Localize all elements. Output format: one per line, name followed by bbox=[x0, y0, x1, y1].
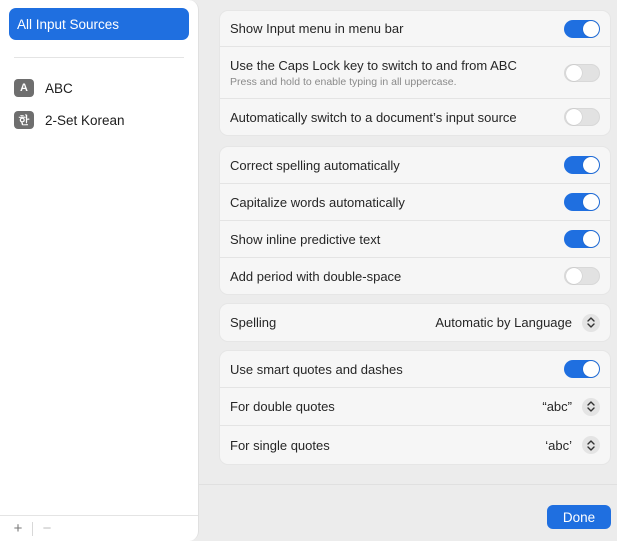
single-quotes-popup[interactable] bbox=[545, 436, 600, 454]
capitalize-label: Capitalize words automatically bbox=[230, 194, 405, 210]
done-button[interactable]: Done bbox=[547, 505, 611, 529]
correct-spelling-label: Correct spelling automatically bbox=[230, 157, 400, 173]
caps-lock-label: Use the Caps Lock key to switch to and from ABC bbox=[230, 57, 517, 73]
toggle-knob bbox=[566, 65, 582, 81]
add-source-button[interactable]: + bbox=[13, 520, 23, 537]
spelling-label: Spelling bbox=[230, 315, 277, 330]
typing-section bbox=[219, 146, 611, 295]
correct-spelling-row bbox=[220, 147, 610, 184]
sidebar-item-label: ABC bbox=[45, 80, 73, 96]
sidebar-divider bbox=[14, 57, 184, 58]
show-input-menu-row bbox=[220, 11, 610, 47]
single-quotes-label: For single quotes bbox=[230, 437, 330, 453]
double-quotes-popup[interactable] bbox=[542, 398, 600, 416]
toggle-knob bbox=[566, 109, 582, 125]
input-sources-sidebar bbox=[0, 0, 199, 541]
smart-quotes-row bbox=[220, 351, 610, 388]
sidebar-item-label: All Input Sources bbox=[17, 16, 120, 32]
auto-switch-row bbox=[220, 99, 610, 135]
toggle-knob bbox=[583, 194, 599, 210]
double-quotes-label: For double quotes bbox=[230, 399, 335, 414]
remove-source-button[interactable]: − bbox=[42, 520, 52, 537]
sidebar-item-all-input-sources[interactable] bbox=[9, 8, 189, 40]
smart-quotes-section bbox=[219, 350, 611, 465]
double-space-period-row bbox=[220, 258, 610, 294]
single-quotes-row bbox=[220, 426, 610, 464]
sidebar-item-abc[interactable] bbox=[14, 77, 73, 99]
toggle-knob bbox=[583, 21, 599, 37]
double-quotes-value: “abc” bbox=[542, 399, 572, 414]
toggle-knob bbox=[566, 268, 582, 284]
up-down-chevron-icon bbox=[582, 436, 600, 454]
double-space-period-toggle[interactable] bbox=[564, 267, 600, 285]
capitalize-row bbox=[220, 184, 610, 221]
toggle-knob bbox=[583, 231, 599, 247]
predictive-text-row bbox=[220, 221, 610, 258]
footer-divider bbox=[32, 522, 33, 536]
smart-quotes-toggle[interactable] bbox=[564, 360, 600, 378]
caps-lock-toggle[interactable] bbox=[564, 64, 600, 82]
spelling-row bbox=[220, 304, 610, 341]
double-quotes-row bbox=[220, 388, 610, 426]
show-input-menu-toggle[interactable] bbox=[564, 20, 600, 38]
sidebar-footer bbox=[0, 515, 198, 541]
capitalize-toggle[interactable] bbox=[564, 193, 600, 211]
correct-spelling-toggle[interactable] bbox=[564, 156, 600, 174]
predictive-text-label: Show inline predictive text bbox=[230, 231, 381, 247]
toggle-knob bbox=[583, 361, 599, 377]
caps-lock-description: Press and hold to enable typing in all uppercase. bbox=[230, 75, 457, 88]
sidebar-item-korean[interactable] bbox=[14, 109, 125, 131]
auto-switch-label: Automatically switch to a document’s input source bbox=[230, 109, 517, 125]
abc-input-icon: A bbox=[14, 79, 34, 97]
spelling-popup[interactable] bbox=[435, 314, 600, 332]
spelling-popup-value: Automatic by Language bbox=[435, 315, 572, 330]
up-down-chevron-icon bbox=[582, 314, 600, 332]
caps-lock-row bbox=[220, 47, 610, 99]
korean-input-icon: 한 bbox=[14, 111, 34, 129]
toggle-knob bbox=[583, 157, 599, 173]
sidebar-item-label: 2-Set Korean bbox=[45, 112, 125, 128]
up-down-chevron-icon bbox=[582, 398, 600, 416]
auto-switch-toggle[interactable] bbox=[564, 108, 600, 126]
spelling-section bbox=[219, 303, 611, 342]
footer-divider bbox=[199, 484, 617, 485]
show-input-menu-label: Show Input menu in menu bar bbox=[230, 21, 404, 36]
input-menu-section bbox=[219, 10, 611, 136]
smart-quotes-label: Use smart quotes and dashes bbox=[230, 361, 403, 377]
double-space-period-label: Add period with double-space bbox=[230, 268, 402, 284]
single-quotes-value: ‘abc’ bbox=[545, 437, 572, 453]
predictive-text-toggle[interactable] bbox=[564, 230, 600, 248]
